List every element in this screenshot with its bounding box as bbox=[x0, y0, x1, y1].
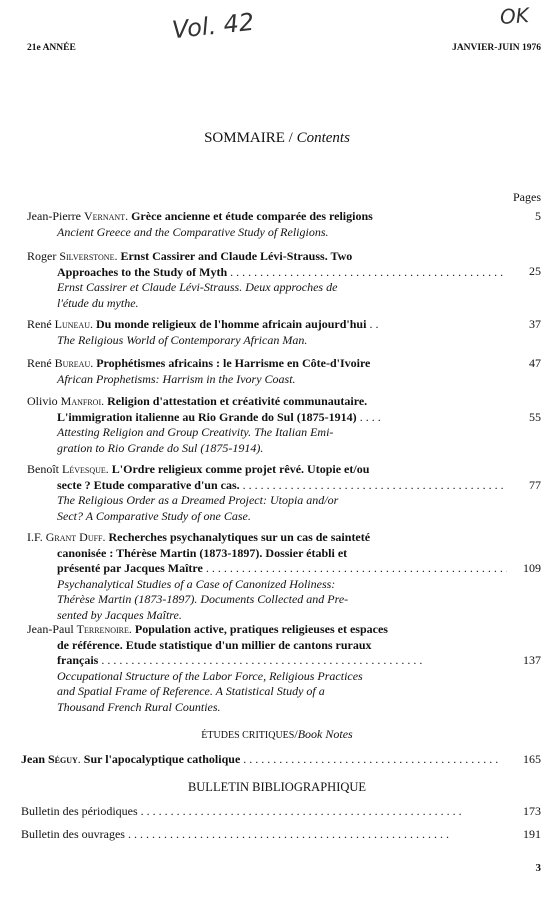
year-label: 21e ANNÉE bbox=[27, 43, 76, 53]
author-first: Jean-Pierre bbox=[27, 209, 81, 223]
article-title-cont: canonisée : Thérèse Martin (1873-1897). Dossier établi et bbox=[57, 545, 348, 560]
article-title: Prophétismes africains : le Harrisme en Côte-d'Ivoire bbox=[96, 356, 371, 370]
page-ref: 191 bbox=[523, 827, 541, 841]
toc-entry-critique: Jean Séguy. Sur l'apocalyptique catholique . . . bbox=[21, 752, 501, 768]
title-separator: / bbox=[284, 130, 297, 146]
toc-entry: Jean-Pierre Vernant. Grèce ancienne et étude comparée des religions Ancient Greece and the Comparative Study of Religions. bbox=[27, 209, 507, 240]
handwritten-ok-note: OK bbox=[499, 3, 530, 29]
toc-entry: Olivio Manfroi. Religion d'attestation et créativité communautaire. L'immigration italienne au Rio Grande do Sul (1875-1914) . . . . Attesting Religion and Group Creativity. The Italian Emi- gration to Rio Grande do Sul (1875-1914). bbox=[27, 394, 507, 456]
page-ref: 137 bbox=[523, 653, 541, 667]
section-critiques-fr: ÉTUDES CRITIQUES bbox=[201, 730, 295, 741]
article-translation-cont: Thousand French Rural Counties. bbox=[57, 699, 221, 714]
article-translation: The Religious World of Contemporary African Man. bbox=[57, 332, 308, 347]
toc-entry: Benoît Lévesque. L'Ordre religieux comme projet rêvé. Utopie et/ou secte ? Etude comparative d'un cas. . . . The Religious Order as a Dreamed Project: Utopia and/or Sect? A Comparative Study of one Case. bbox=[27, 462, 507, 524]
article-title-cont: Approaches to the Study of Myth bbox=[57, 264, 228, 279]
article-translation-cont: and Spatial Frame of Reference. A Statistical Study of a bbox=[57, 684, 325, 698]
page-ref: 77 bbox=[529, 478, 541, 492]
issue-date: JANVIER-JUIN 1976 bbox=[452, 43, 541, 53]
author-last: Bureau bbox=[54, 356, 91, 370]
author-last: Luneau bbox=[54, 317, 90, 331]
page-ref: 37 bbox=[529, 317, 541, 331]
author-last: Lévesque bbox=[62, 462, 106, 476]
page-ref: 109 bbox=[523, 561, 541, 575]
page-ref: 165 bbox=[523, 752, 541, 766]
author-last: Manfroi bbox=[60, 394, 102, 408]
author-last: Silverstone bbox=[59, 249, 115, 263]
author-last: Terrenoire bbox=[76, 622, 129, 636]
article-title-cont: présenté par Jacques Maître bbox=[57, 561, 203, 575]
article-translation-cont: gration to Rio Grande do Sul (1875-1914). bbox=[57, 440, 264, 455]
author-last: Séguy bbox=[48, 752, 78, 766]
article-translation: Ancient Greece and the Comparative Study of Religions. bbox=[57, 224, 329, 239]
author-first: I.F. bbox=[27, 530, 43, 544]
article-title: Du monde religieux de l'homme africain aujourd'hui bbox=[95, 317, 367, 331]
page-title bbox=[0, 130, 554, 147]
section-critiques-en: Book Notes bbox=[297, 727, 353, 741]
author-first: Roger bbox=[27, 249, 57, 263]
page-ref: 5 bbox=[535, 209, 541, 223]
author-first: René bbox=[27, 317, 52, 331]
page-ref: 55 bbox=[529, 410, 541, 424]
pages-header: Pages bbox=[513, 190, 541, 204]
article-title: Population active, pratiques religieuses et espaces bbox=[134, 622, 388, 636]
article-title: Religion d'attestation et créativité communautaire. bbox=[107, 394, 368, 408]
author-first: René bbox=[27, 356, 52, 370]
page-ref: 25 bbox=[529, 264, 541, 278]
page-ref: 47 bbox=[529, 356, 541, 370]
article-translation: Psychanalytical Studies of a Case of Canonized Holiness: bbox=[57, 576, 336, 591]
article-translation: Attesting Religion and Group Creativity. The Italian Emi- bbox=[57, 425, 334, 439]
article-translation-cont: Thérèse Martin (1873-1897). Documents Collected and Pre- bbox=[57, 592, 349, 606]
toc-entry: I.F. Grant Duff. Recherches psychanalytiques sur un cas de sainteté canonisée : Thérèse Martin (1873-1897). Dossier établi et présenté par Jacques Maître . . . Psychanalytical Studies of a Case of Canonized Holiness: Thérèse Martin (1873-1897). Documents Collected and Pre- sented by Jacques Maître. bbox=[27, 530, 507, 623]
bulletin-entry bbox=[21, 827, 501, 843]
title-sub: Contents bbox=[296, 130, 350, 146]
author-last: Grant Duff bbox=[45, 530, 103, 544]
article-translation: Ernst Cassirer et Claude Lévi-Strauss. Deux approches de bbox=[57, 280, 338, 294]
author-first: Benoît bbox=[27, 462, 59, 476]
handwritten-volume-note: Vol. 42 bbox=[170, 7, 256, 45]
article-translation-cont: sented by Jacques Maître. bbox=[57, 607, 182, 622]
article-title-cont: de référence. Etude statistique d'un millier de cantons ruraux bbox=[57, 637, 372, 652]
section-critiques-heading bbox=[0, 727, 554, 742]
article-title-cont: secte ? Etude comparative d'un cas. bbox=[57, 477, 240, 492]
toc-entry: Jean-Paul Terrenoire. Population active, pratiques religieuses et espaces de référence. Etude statistique d'un millier de cantons ruraux français . . . Occupational Structure of the Labor Force, Religious Practices and Spatial Frame of Reference. A Statistical Study of a Thousand French Rural Counties. bbox=[27, 622, 507, 715]
author-first: Olivio bbox=[27, 394, 58, 408]
article-translation: Occupational Structure of the Labor Force, Religious Practices bbox=[57, 668, 363, 683]
page-number: 3 bbox=[535, 862, 541, 874]
article-title: Recherches psychanalytiques sur un cas de sainteté bbox=[108, 530, 371, 544]
article-title: Sur l'apocalyptique catholique bbox=[83, 752, 241, 766]
article-title: L'Ordre religieux comme projet rêvé. Utopie et/ou bbox=[111, 462, 370, 476]
bulletin-label: Bulletin des ouvrages bbox=[21, 827, 125, 841]
title-main: SOMMAIRE bbox=[204, 130, 285, 146]
article-translation-cont: l'étude du mythe. bbox=[57, 295, 139, 310]
author-first: Jean bbox=[21, 752, 45, 766]
article-title: Ernst Cassirer and Claude Lévi-Strauss. Two bbox=[120, 249, 353, 263]
toc-entry: René Bureau. Prophétismes africains : le Harrisme en Côte-d'Ivoire African Prophetisms: Harrism in the Ivory Coast. bbox=[27, 356, 507, 387]
bulletin-label: Bulletin des périodiques bbox=[21, 804, 138, 818]
toc-entry: René Luneau. Du monde religieux de l'homme africain aujourd'hui . . The Religious World of Contemporary African Man. bbox=[27, 317, 507, 348]
page-ref: 173 bbox=[523, 804, 541, 818]
article-title-cont: L'immigration italienne au Rio Grande do Sul (1875-1914) bbox=[57, 409, 357, 424]
section-critiques-sep: / bbox=[294, 727, 298, 741]
author-last: Vernant bbox=[83, 209, 126, 223]
article-translation: The Religious Order as a Dreamed Project: Utopia and/or bbox=[57, 493, 339, 507]
article-translation-cont: Sect? A Comparative Study of one Case. bbox=[57, 508, 251, 523]
toc-entry: Roger Silverstone. Ernst Cassirer and Claude Lévi-Strauss. Two Approaches to the Study of Myth . . . Ernst Cassirer et Claude Lévi-Strauss. Deux approches de l'étude du mythe. bbox=[27, 249, 507, 311]
article-translation: African Prophetisms: Harrism in the Ivory Coast. bbox=[57, 371, 296, 386]
article-title-cont: français bbox=[57, 653, 99, 667]
author-first: Jean-Paul bbox=[27, 622, 74, 636]
bulletin-entry bbox=[21, 804, 501, 820]
section-bulletin-heading: BULLETIN BIBLIOGRAPHIQUE bbox=[187, 780, 367, 794]
article-title: Grèce ancienne et étude comparée des religions bbox=[131, 209, 373, 223]
